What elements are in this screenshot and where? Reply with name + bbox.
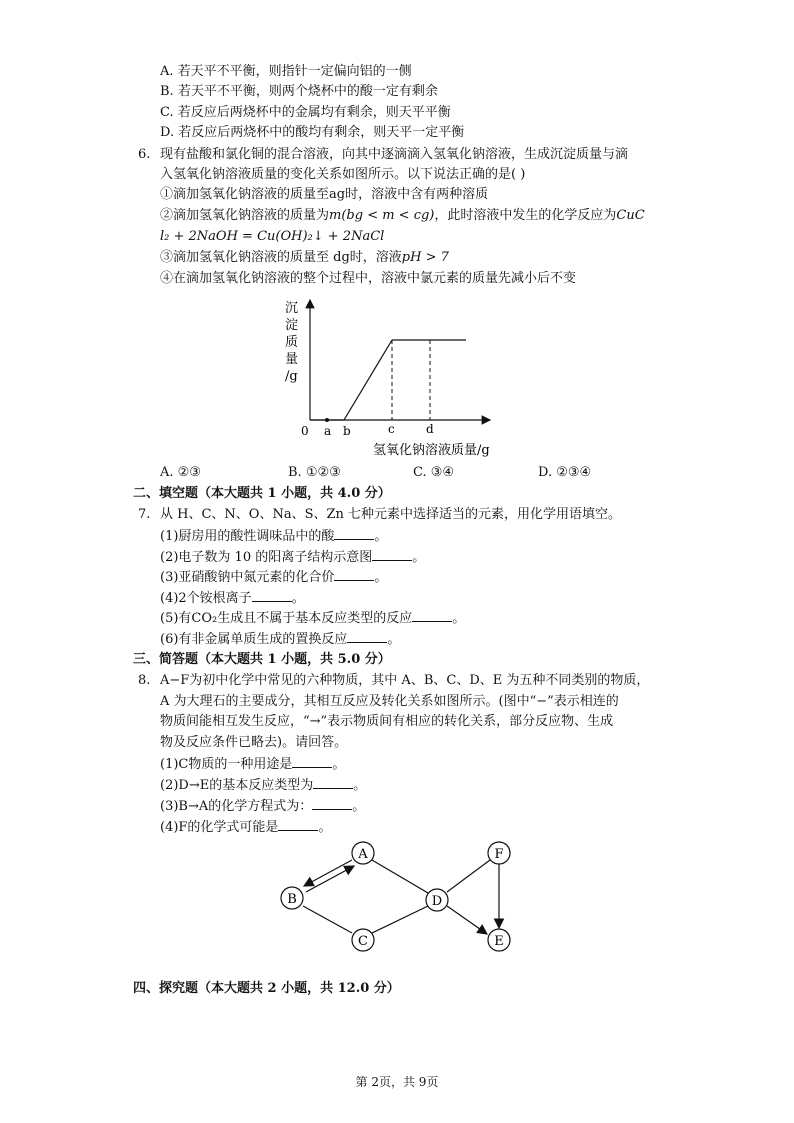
node-d-label: D	[431, 894, 443, 909]
y-label-unit: /g	[285, 369, 298, 384]
q6-statement-2-range: m(bg < m < cg)	[329, 208, 435, 223]
page-number-footer: 第 2页，共 9页	[355, 1075, 439, 1089]
q6-option-d: D. ②③④	[538, 465, 592, 480]
node-a-label: A	[358, 847, 368, 862]
q6-precipitate-graph	[280, 292, 520, 462]
q8-line2: A 为大理石的主要成分，其相互反应及转化关系如图所示。(图中“−”表示相连的	[160, 694, 619, 709]
answer-blank[interactable]	[412, 609, 452, 622]
point-a	[325, 418, 329, 422]
q7-item-3-text: (3)亚硝酸钠中氮元素的化合价	[160, 570, 335, 585]
answer-blank[interactable]	[347, 630, 387, 643]
q6-option-b: B. ①②③	[288, 465, 341, 480]
edge-a-b	[304, 860, 352, 886]
q8-line4: 物及反应条件已略去)。请回答。	[160, 735, 348, 750]
tick-d: d	[426, 422, 434, 436]
q6-statement-2-mid: ，此时溶液中发生的化学反应为	[434, 208, 617, 223]
q6-statement-4: ④在滴加氢氧化钠溶液的整个过程中，溶液中氯元素的质量先减小后不变	[160, 271, 577, 286]
node-b-label: B	[287, 892, 297, 907]
node-f-label: F	[494, 847, 504, 862]
q6-statement-2	[160, 207, 645, 225]
q8-line1: A−F为初中化学中常见的六种物质，其中 A、B、C、D、E 为五种不同类别的物质，	[160, 673, 650, 688]
q7-item-4-text: (4)2个铵根离子	[160, 591, 252, 606]
answer-blank[interactable]	[312, 797, 352, 810]
q7-item-2: (2)电子数为 10 的阳离子结构示意图 。	[160, 550, 426, 565]
q8-item-3: (3)B→A的化学方程式为： 。	[160, 799, 366, 814]
q7-item-4: (4)2个铵根离子 。	[160, 591, 305, 606]
q8-item-1-text: (1)C物质的一种用途是	[160, 757, 293, 772]
node-e-label: E	[494, 934, 504, 949]
q7-item-3: (3)亚硝酸钠中氮元素的化合价 。	[160, 570, 388, 585]
section-heading-short-answer: 三、简答题（本大题共 1 小题，共 5.0 分）	[133, 652, 391, 667]
q7-item-5: (5)有CO₂生成且不属于基本反应类型的反应 。	[160, 611, 466, 626]
q7-item-6: (6)有非金属单质生成的置换反应 。	[160, 632, 401, 647]
q6-statement-1: ①滴加氢氧化钠溶液的质量至ag时，溶液中含有两种溶质	[160, 187, 489, 202]
q6-stem-line1: 现有盐酸和氯化铜的混合溶液，向其中逐滴滴入氢氧化钠溶液，生成沉淀质量与滴	[160, 147, 629, 162]
y-label-4: 量	[285, 352, 299, 367]
edge-a-d	[372, 860, 428, 893]
answer-blank[interactable]	[292, 755, 332, 768]
q8-line3: 物质间能相互发生反应，“→”表示物质间有相应的转化关系，部分反应物、生成	[160, 714, 614, 729]
q5-option-b: B. 若天平不平衡，则两个烧杯中的酸一定有剩余	[160, 84, 438, 99]
q6-statement-2-equation: l₂ + 2NaOH = Cu(OH)₂↓ + 2NaCl	[160, 229, 385, 244]
y-label-1: 沉	[285, 301, 299, 316]
tick-b: b	[343, 424, 351, 438]
y-label-3: 质	[285, 335, 299, 350]
q6-statement-3	[160, 249, 449, 267]
q6-statement-3-text: ③滴加氢氧化钠溶液的质量至 dg时，溶液	[160, 250, 402, 265]
q8-item-4-text: (4)F的化学式可能是	[160, 820, 279, 835]
origin-label: 0	[301, 424, 309, 438]
q8-relationship-diagram	[270, 838, 530, 958]
q6-number: 6.	[138, 147, 151, 162]
q7-item-1: (1)厨房用的酸性调味品中的酸 。	[160, 529, 388, 544]
q6-stem-line2: 入氢氧化钠溶液质量的变化关系如图所示。以下说法正确的是( )	[160, 167, 526, 182]
q5-option-c: C. 若反应后两烧杯中的金属均有剩余，则天平平衡	[160, 105, 451, 120]
edge-c-d	[372, 906, 428, 933]
q7-stem: 从 H、C、N、O、Na、S、Zn 七种元素中选择适当的元素，用化学用语填空。	[160, 507, 622, 522]
section-heading-inquiry: 四、探究题（本大题共 2 小题，共 12.0 分）	[133, 981, 400, 996]
q8-number: 8.	[138, 673, 151, 688]
q6-statement-2-text: ②滴加氢氧化钠溶液的质量为	[160, 208, 330, 223]
edge-b-a	[306, 866, 354, 892]
edge-b-c	[303, 906, 352, 933]
answer-blank[interactable]	[334, 527, 374, 540]
q7-item-6-text: (6)有非金属单质生成的置换反应	[160, 632, 348, 647]
q8-item-2: (2)D→E的基本反应类型为 。	[160, 778, 367, 793]
y-label-2: 淀	[285, 318, 299, 333]
edge-d-e	[447, 906, 487, 934]
q7-item-2-text: (2)电子数为 10 的阳离子结构示意图	[160, 550, 373, 565]
q6-statement-3-ph: pH > 7	[401, 250, 449, 265]
curve-rise	[344, 340, 392, 420]
q8-item-2-text: (2)D→E的基本反应类型为	[160, 778, 314, 793]
q5-option-a: A. 若天平不平衡，则指针一定偏向铝的一侧	[160, 64, 412, 79]
answer-blank[interactable]	[372, 548, 412, 561]
q6-option-a: A. ②③	[160, 465, 201, 480]
answer-blank[interactable]	[334, 568, 374, 581]
q6-option-c: C. ③④	[413, 465, 455, 480]
q7-item-5-text: (5)有CO₂生成且不属于基本反应类型的反应	[160, 611, 413, 626]
q5-option-d: D. 若反应后两烧杯中的酸均有剩余，则天平一定平衡	[160, 125, 465, 140]
answer-blank[interactable]	[313, 776, 353, 789]
q6-statement-2-formula: CuC	[616, 208, 645, 223]
section-heading-fill-in: 二、填空题（本大题共 1 小题，共 4.0 分）	[133, 486, 391, 501]
q8-item-4: (4)F的化学式可能是 。	[160, 820, 332, 835]
q8-item-1: (1)C物质的一种用途是 。	[160, 757, 346, 772]
tick-a: a	[324, 424, 332, 438]
q8-item-3-text: (3)B→A的化学方程式为：	[160, 799, 313, 814]
edge-d-f	[447, 860, 490, 892]
node-c-label: C	[358, 934, 368, 949]
q7-item-1-text: (1)厨房用的酸性调味品中的酸	[160, 529, 335, 544]
tick-c: c	[388, 422, 395, 436]
q7-number: 7.	[138, 507, 151, 522]
answer-blank[interactable]	[278, 818, 318, 831]
answer-blank[interactable]	[252, 589, 292, 602]
x-label: 氢氧化钠溶液质量/g	[373, 443, 490, 458]
